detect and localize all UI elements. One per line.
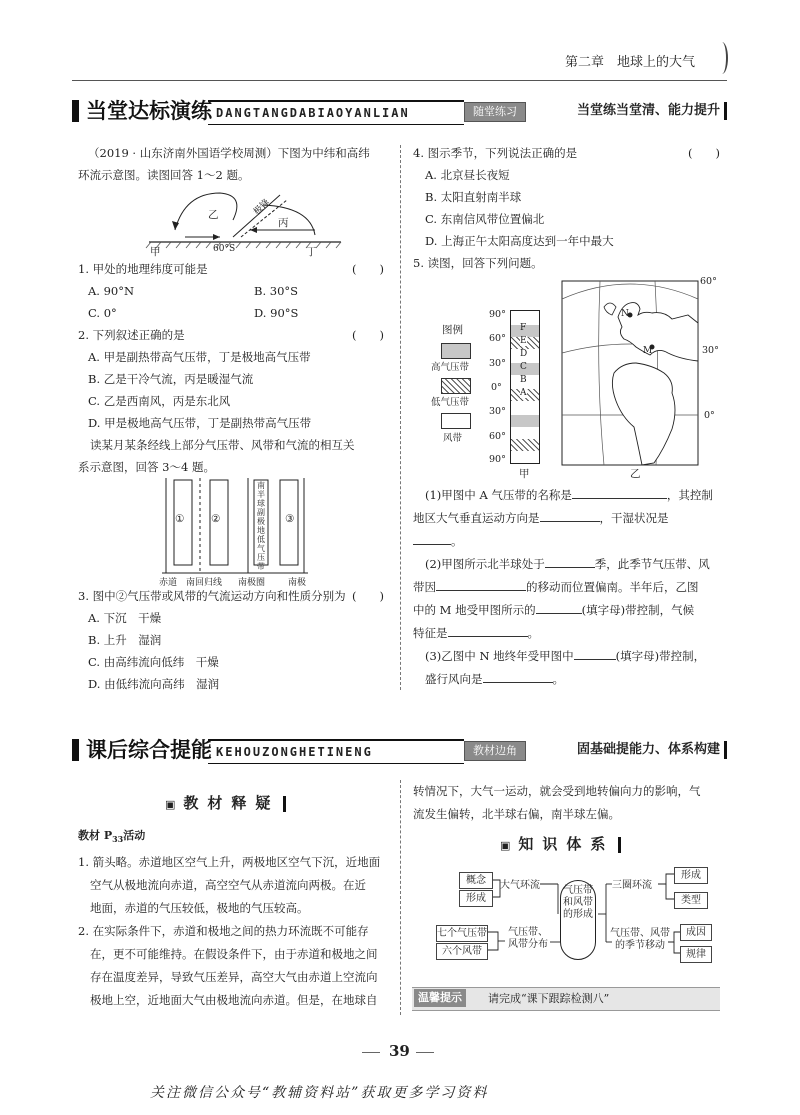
section-header-practice	[72, 96, 727, 126]
intro-text: 读某月某条经线上部分气压带、风带和气流的相互关	[90, 438, 355, 452]
map-lat-30: 30°	[702, 345, 719, 356]
fig3-label-yi: 乙	[630, 468, 641, 480]
belt-2: ②	[211, 513, 221, 525]
answer-blank[interactable]	[413, 530, 451, 545]
answer-text: 流发生偏转，北半球右偏，南半球左偏。	[413, 807, 620, 821]
option-b: B. 太阳直射南半球	[425, 190, 522, 204]
section-slogan: 固基础提能力、体系构建	[577, 735, 727, 765]
q5-line: 地区大气垂直运动方向是 ，干湿状况是	[413, 507, 669, 529]
footer-note: 关注微信公众号“教辅资料站”获取更多学习资料	[150, 1085, 489, 1101]
mindmap-node-three-cell: 三圈环流	[612, 880, 652, 891]
fig2-axis-equator: 赤道	[159, 578, 178, 588]
option-d: D. 上海正午太阳高度达到一年中最大	[425, 234, 614, 248]
section-pinyin: DANGTANGDABIAOYANLIAN	[208, 100, 464, 125]
header-rule	[72, 80, 727, 81]
answer-blank[interactable]	[536, 599, 582, 614]
column-divider	[400, 780, 401, 1015]
q5-line: 带因 的移动而位置偏南。半年后，乙图	[413, 576, 699, 598]
lat-label: 30°	[489, 358, 506, 369]
section-title: 课后综合提能	[72, 735, 212, 765]
mindmap-node-seven-belts: 七个气压带	[436, 925, 488, 942]
option-d: D. 由低纬流向高纬 湿润	[88, 677, 220, 691]
map-point-m: M	[643, 346, 653, 356]
section-title: 当堂达标演练	[72, 96, 212, 126]
section-slogan: 当堂练当堂清、能力提升	[577, 96, 727, 126]
belt-letter: B	[520, 375, 527, 385]
q5-line: (2)甲图所示北半球处于 季，此季节气压带、风	[425, 553, 710, 575]
belt-letter: A	[520, 388, 527, 398]
option-a: A. 北京昼长夜短	[425, 168, 510, 182]
legend-wind-label: 风带	[443, 433, 463, 444]
option-a: A. 下沉 干燥	[88, 611, 162, 625]
belt-letter: E	[520, 336, 527, 346]
subheading-knowledge: ▣ 知识体系	[500, 833, 621, 854]
fig2-axis-pole: 南极	[288, 578, 307, 588]
answer-text: 1. 箭头略。赤道地区空气上升，两极地区空气下沉，近地面	[78, 855, 381, 869]
belt-letter: D	[520, 349, 528, 359]
lat-label: 30°	[489, 406, 506, 417]
lat-label: 90°	[489, 309, 506, 320]
fig1-label-yi: 乙	[208, 209, 219, 221]
footer-rule-right	[416, 1052, 434, 1053]
answer-blank[interactable]	[448, 622, 528, 637]
q5-line: (3)乙图中 N 地终年受甲图中 (填字母)带控制，	[425, 645, 705, 667]
q5-line: 。	[413, 530, 463, 552]
option-d: D. 90°S	[254, 306, 299, 320]
legend-high-swatch	[441, 343, 471, 359]
answer-text: 空气从极地流向赤道，高空空气从赤道流向两极。在近	[90, 878, 366, 892]
mindmap-node-formation: 形成	[459, 890, 493, 907]
chapter-header: 第二章 地球上的大气	[565, 55, 696, 70]
lat-label: 90°	[489, 454, 506, 465]
subheading-textbook: ▣ 教材释疑	[165, 792, 286, 813]
mindmap-node-concept: 概念	[459, 872, 493, 889]
q5-line: 盛行风向是 。	[425, 668, 564, 690]
mindmap-node-distribution: 气压带、风带分布	[508, 927, 548, 950]
mindmap-center: 气压带和风带的形成	[560, 880, 596, 960]
answer-text: 地面，赤道的气压较低，极地的气压较高。	[90, 901, 309, 915]
header-bracket	[716, 42, 728, 74]
section-tag: 教材边角	[464, 741, 526, 761]
answer-text: 在，更不可能维持。在假设条件下，由于赤道和极地之间	[90, 947, 378, 961]
question-stem: 2. 下列叙述正确的是	[78, 328, 185, 342]
mindmap-node-type: 类型	[674, 892, 708, 909]
section-header-after-class	[72, 735, 727, 765]
question-stem: 1. 甲处的地理纬度可能是	[78, 262, 208, 276]
option-c: C. 东南信风带位置偏北	[425, 212, 545, 226]
world-map	[560, 277, 700, 469]
option-a: A. 甲是副热带高气压带，丁是极地高气压带	[88, 350, 311, 364]
option-c: C. 0°	[88, 306, 117, 320]
answer-blank[interactable]	[436, 576, 526, 591]
tip-label: 温馨提示	[414, 989, 466, 1007]
section-pinyin: KEHOUZONGHETINENG	[208, 739, 464, 764]
fig1-label-ding: 丁	[306, 246, 317, 258]
footer-rule-left	[362, 1052, 380, 1053]
fig1-label-lat: 60°S	[213, 244, 236, 254]
question-stem: 4. 图示季节，下列说法正确的是	[413, 146, 578, 160]
option-c: C. 乙是西南风，丙是东北风	[88, 394, 231, 408]
intro-text: 环流示意图。读图回答 1～2 题。	[78, 168, 250, 182]
belt-letter: C	[520, 362, 527, 372]
fig1-label-axis: 极锋	[252, 197, 272, 218]
lat-label: 0°	[491, 382, 502, 393]
column-divider	[400, 145, 401, 690]
fig1-label-bing: 丙	[278, 217, 289, 229]
lat-label: 60°	[489, 333, 506, 344]
fig1-label-jia: 甲	[150, 246, 161, 258]
answer-paren: ( )	[688, 146, 720, 160]
answer-blank[interactable]	[545, 553, 595, 568]
map-lat-0: 0°	[704, 410, 715, 421]
answer-paren: ( )	[352, 262, 384, 276]
legend-low-label: 低气压带	[431, 397, 470, 408]
section-tag: 随堂练习	[464, 102, 526, 122]
option-b: B. 乙是干冷气流，丙是暖湿气流	[88, 372, 254, 386]
answer-paren: ( )	[352, 589, 384, 603]
answer-text: 2. 在实际条件下，赤道和极地之间的热力环流既不可能存	[78, 924, 369, 938]
pressure-belt-diagram	[160, 478, 310, 578]
belt-1: ①	[175, 513, 185, 525]
answer-blank[interactable]	[574, 645, 616, 660]
answer-text: 存在温度差异，导致气压差异，高空大气由赤道上空流向	[90, 970, 378, 984]
mindmap-node-cause: 成因	[680, 924, 712, 941]
belt-seg-s5	[511, 451, 539, 462]
map-lat-60: 60°	[700, 276, 717, 287]
textbook-label: 教材 $P_{33}$活动	[78, 829, 146, 845]
intro-text: 系示意图，回答 3～4 题。	[78, 460, 215, 474]
answer-text: 转情况下，大气一运动，就会受到地转偏向力的影响，气	[413, 784, 701, 798]
legend-wind-swatch	[441, 413, 471, 429]
legend-high-label: 高气压带	[431, 362, 470, 373]
mindmap-node-six-winds: 六个风带	[436, 943, 488, 960]
mindmap-node-circulation: 大气环流	[500, 880, 540, 891]
legend-title: 图例	[442, 324, 463, 336]
tip-text: 请完成“课下跟踪检测八”	[488, 992, 610, 1005]
option-b: B. 上升 湿润	[88, 633, 162, 647]
q5-line: 特征是 。	[413, 622, 539, 644]
belt-letter: F	[520, 323, 527, 333]
belt-3: ③	[285, 513, 295, 525]
mindmap-node-seasonal: 气压带、风带的季节移动	[610, 928, 670, 951]
map-point-n: N	[621, 309, 629, 319]
answer-paren: ( )	[352, 328, 384, 342]
q5-line: (1)甲图中 A 气压带的名称是 ，其控制	[425, 484, 713, 506]
legend-low-swatch	[441, 378, 471, 394]
fig2-axis-tropic: 南回归线	[186, 578, 223, 588]
answer-text: 极地上空，近地面大气由极地流向赤道。但是，在地球自	[90, 993, 378, 1007]
mindmap-node-pattern: 规律	[680, 946, 712, 963]
option-d: D. 甲是极地高气压带，丁是副热带高气压带	[88, 416, 312, 430]
option-a: A. 90°N	[88, 284, 135, 298]
question-stem: 5. 读图，回答下列问题。	[413, 256, 543, 270]
fig3-label-jia: 甲	[519, 468, 530, 480]
fig2-axis-circle: 南极圈	[238, 578, 266, 588]
belt-seg-s1	[511, 401, 539, 416]
answer-blank[interactable]	[483, 668, 553, 683]
belt-vertical-label: 南半球副极地低气压带	[257, 481, 265, 571]
answer-blank[interactable]	[572, 484, 667, 499]
option-b: B. 30°S	[254, 284, 299, 298]
answer-blank[interactable]	[540, 507, 600, 522]
option-c: C. 由高纬流向低纬 干燥	[88, 655, 219, 669]
intro-text: （2019 · 山东济南外国语学校周测）下图为中纬和高纬	[88, 146, 370, 160]
q5-line: 中的 M 地受甲图所示的 (填字母)带控制，气候	[413, 599, 694, 621]
page-number: 39	[389, 1042, 410, 1060]
question-stem: 3. 图中②气压带或风带的气流运动方向和性质分别为	[78, 589, 346, 603]
mindmap-node-formation-2: 形成	[674, 867, 708, 884]
lat-label: 60°	[489, 431, 506, 442]
